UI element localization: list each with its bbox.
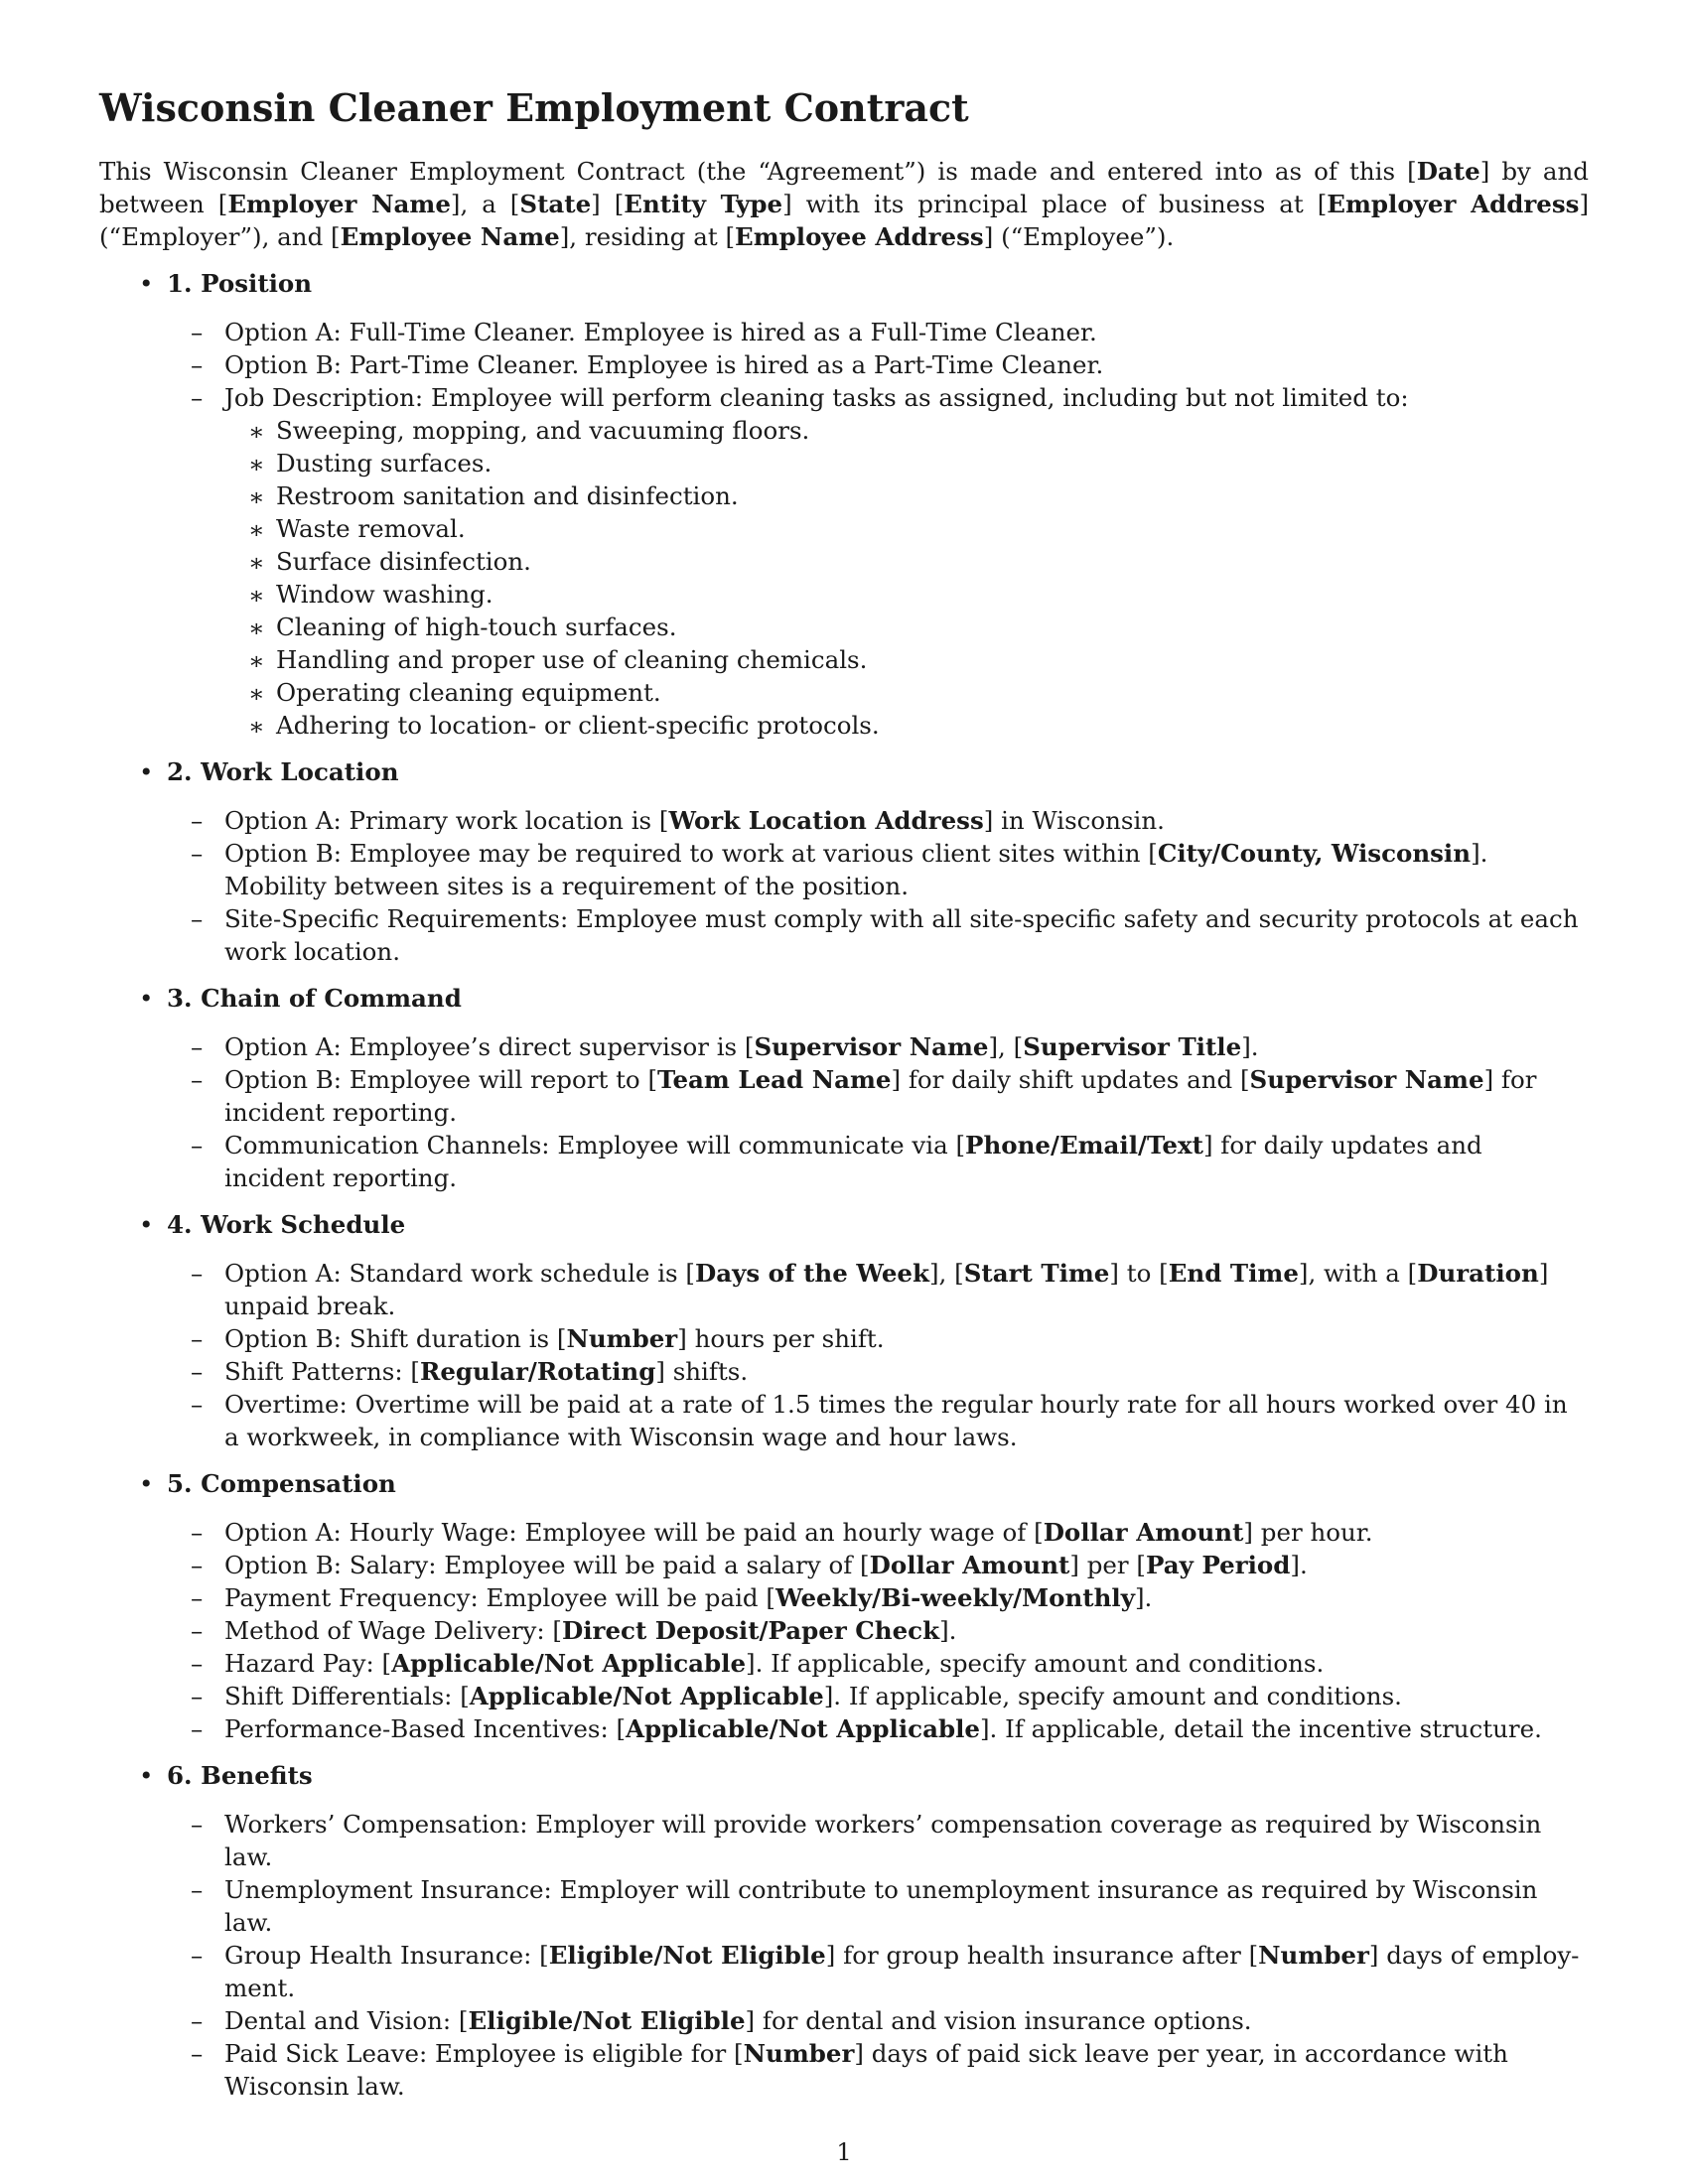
- sub-item-text: Surface disinfection.: [276, 547, 531, 576]
- dash-icon: –: [191, 1616, 204, 1645]
- item-text: Paid Sick Leave: Employee is eligible for [: [224, 2039, 744, 2068]
- item-placeholder: Start Time: [963, 1259, 1110, 1288]
- item-placeholder: Number: [566, 1324, 678, 1353]
- item-text: Shift Patterns: [: [224, 1357, 420, 1386]
- item-text: ] per hour.: [1243, 1518, 1373, 1547]
- dash-icon: –: [191, 1065, 204, 1094]
- dash-icon: –: [191, 1357, 204, 1386]
- item-placeholder: Eligible/Not Eligible: [468, 2006, 746, 2035]
- dash-icon: –: [191, 1390, 204, 1419]
- list-item: [163, 1939, 1589, 2004]
- item-text: ] for daily updates and incident reporting.: [224, 1131, 1482, 1192]
- sub-list-item: [224, 447, 1589, 479]
- intro-text: ] (“Employer”), and [: [99, 190, 1590, 251]
- section-list: [99, 267, 1589, 2103]
- item-list: [167, 1030, 1589, 1194]
- dash-icon: –: [191, 1259, 204, 1288]
- item-text: ] to [: [1109, 1259, 1169, 1288]
- intro-text: [: [217, 190, 228, 218]
- sub-list-item: [224, 676, 1589, 709]
- intro-placeholder: State: [519, 190, 592, 218]
- dash-icon: –: [191, 904, 204, 933]
- item-text: ], with a [: [1298, 1259, 1418, 1288]
- list-item: [163, 1614, 1589, 1647]
- item-text: Job Description: Employee will perform cleaning tasks as assigned, including but not limited to:: [224, 383, 1409, 412]
- sub-list-item: [224, 545, 1589, 578]
- item-text: ] for incident reporting.: [224, 1065, 1537, 1127]
- dash-icon: –: [191, 1941, 204, 1970]
- item-placeholder: Supervisor Name: [1249, 1065, 1484, 1094]
- item-text: Unemployment Insurance: Employer will contribute to unemployment insurance as required by Wisconsin law.: [224, 1875, 1538, 1937]
- item-text: ].: [939, 1616, 957, 1645]
- dash-icon: –: [191, 1131, 204, 1160]
- item-placeholder: Dollar Amount: [1043, 1518, 1244, 1547]
- dash-icon: –: [191, 318, 204, 346]
- list-item: [163, 1549, 1589, 1581]
- list-item: [163, 1322, 1589, 1355]
- item-text: Group Health Insurance: [: [224, 1941, 549, 1970]
- dash-icon: –: [191, 2039, 204, 2068]
- bullet-icon: •: [139, 1469, 154, 1498]
- item-text: ]. If applicable, specify amount and conditions.: [746, 1649, 1325, 1678]
- item-text: ].: [1290, 1551, 1308, 1579]
- document-title: Wisconsin Cleaner Employment Contract: [99, 85, 969, 130]
- item-placeholder: Duration: [1417, 1259, 1539, 1288]
- sub-item-text: Waste removal.: [276, 514, 466, 543]
- intro-placeholder: Date: [1416, 157, 1480, 186]
- item-text: Overtime: Overtime will be paid at a rate of 1.5 times the regular hourly rate for all hours worked over 40 in a workweek, in compliance with Wisconsin wage and hour laws.: [224, 1390, 1568, 1451]
- item-text: Shift Differentials: [: [224, 1682, 470, 1710]
- asterisk-icon: ∗: [248, 712, 265, 741]
- section-2: [99, 755, 1589, 968]
- item-placeholder: Work Location Address: [668, 806, 984, 835]
- item-placeholder: End Time: [1168, 1259, 1299, 1288]
- item-text: ]. If applicable, detail the incentive structure.: [979, 1714, 1542, 1743]
- list-item: [163, 1873, 1589, 1939]
- section-5: [99, 1467, 1589, 1745]
- item-text: ]. Mobility between sites is a requirement of the position.: [224, 839, 1488, 900]
- list-item: [163, 1257, 1589, 1322]
- list-item: [163, 902, 1589, 968]
- bullet-icon: •: [139, 1761, 154, 1790]
- asterisk-icon: ∗: [248, 450, 265, 478]
- item-text: Option A: Full-Time Cleaner. Employee is hired as a Full-Time Cleaner.: [224, 318, 1097, 346]
- bullet-icon: •: [139, 1210, 154, 1239]
- section-title: 1. Position: [167, 269, 313, 298]
- bullet-icon: •: [139, 757, 154, 786]
- section-3: [99, 982, 1589, 1194]
- item-text: Payment Frequency: Employee will be paid [: [224, 1583, 775, 1612]
- item-text: Option B: Part-Time Cleaner. Employee is hired as a Part-Time Cleaner.: [224, 350, 1104, 379]
- list-item: [163, 1712, 1589, 1745]
- item-list: [167, 1516, 1589, 1745]
- item-text: ] per [: [1069, 1551, 1146, 1579]
- intro-paragraph: [99, 155, 1589, 253]
- list-item: [163, 804, 1589, 837]
- item-text: ] days of employ-ment.: [224, 1941, 1580, 2002]
- asterisk-icon: ∗: [248, 581, 265, 610]
- dash-icon: –: [191, 383, 204, 412]
- item-text: Option B: Salary: Employee will be paid a salary of [: [224, 1551, 870, 1579]
- item-text: ], [: [929, 1259, 964, 1288]
- item-list: [167, 316, 1589, 742]
- item-text: Option B: Employee may be required to work at various client sites within [: [224, 839, 1158, 868]
- sub-item-text: Cleaning of high-touch surfaces.: [276, 613, 677, 641]
- dash-icon: –: [191, 1649, 204, 1678]
- page-number: 1: [836, 2138, 852, 2166]
- intro-text: ] by and between: [99, 157, 1589, 218]
- intro-text: ] [: [591, 190, 625, 218]
- item-text: Method of Wage Delivery: [: [224, 1616, 562, 1645]
- asterisk-icon: ∗: [248, 548, 265, 577]
- item-placeholder: Phone/Email/Text: [965, 1131, 1203, 1160]
- dash-icon: –: [191, 1518, 204, 1547]
- section-title: 3. Chain of Command: [167, 984, 462, 1013]
- item-placeholder: Direct Deposit/Paper Check: [561, 1616, 940, 1645]
- item-placeholder: Dollar Amount: [869, 1551, 1070, 1579]
- item-placeholder: Regular/Rotating: [419, 1357, 656, 1386]
- asterisk-icon: ∗: [248, 614, 265, 642]
- item-list: [167, 804, 1589, 968]
- list-item: [163, 1030, 1589, 1063]
- list-item: [163, 1129, 1589, 1194]
- asterisk-icon: ∗: [248, 482, 265, 511]
- intro-placeholder: Employer Address: [1327, 190, 1580, 218]
- item-text: Site-Specific Requirements: Employee must comply with all site-specific safety and security protocols at each work location.: [224, 904, 1579, 966]
- item-text: ] shifts.: [655, 1357, 749, 1386]
- sub-item-text: Restroom sanitation and disinfection.: [276, 481, 739, 510]
- intro-placeholder: Employer Name: [227, 190, 451, 218]
- dash-icon: –: [191, 1682, 204, 1710]
- intro-text: ] (“Employee”).: [983, 222, 1175, 251]
- item-placeholder: Eligible/Not Eligible: [548, 1941, 826, 1970]
- item-text: ] for dental and vision insurance options.: [745, 2006, 1252, 2035]
- sub-list-item: [224, 512, 1589, 545]
- item-text: ] days of paid sick leave per year, in accordance with Wisconsin law.: [224, 2039, 1508, 2101]
- sub-item-text: Sweeping, mopping, and vacuuming floors.: [276, 416, 810, 445]
- item-placeholder: Days of the Week: [694, 1259, 929, 1288]
- dash-icon: –: [191, 1875, 204, 1904]
- list-item: [163, 381, 1589, 742]
- item-text: Dental and Vision: [: [224, 2006, 469, 2035]
- sub-item-text: Handling and proper use of cleaning chemicals.: [276, 645, 868, 674]
- list-item: [163, 837, 1589, 902]
- asterisk-icon: ∗: [248, 515, 265, 544]
- item-text: ] for group health insurance after [: [825, 1941, 1259, 1970]
- item-list: [167, 1257, 1589, 1453]
- item-text: Option B: Shift duration is [: [224, 1324, 567, 1353]
- item-placeholder: Applicable/Not Applicable: [391, 1649, 747, 1678]
- intro-placeholder: Employee Name: [340, 222, 560, 251]
- asterisk-icon: ∗: [248, 417, 265, 446]
- intro-placeholder: Employee Address: [735, 222, 984, 251]
- sub-list-item: [224, 578, 1589, 611]
- list-item: [163, 316, 1589, 348]
- intro-text: ] with its principal place of business at [: [782, 190, 1328, 218]
- item-text: Communication Channels: Employee will communicate via [: [224, 1131, 966, 1160]
- item-placeholder: Applicable/Not Applicable: [626, 1714, 980, 1743]
- item-text: Hazard Pay: [: [224, 1649, 392, 1678]
- item-text: Option A: Employee’s direct supervisor is [: [224, 1032, 755, 1061]
- sub-list-item: [224, 709, 1589, 742]
- sub-list-item: [224, 414, 1589, 447]
- list-item: [163, 1581, 1589, 1614]
- item-placeholder: Applicable/Not Applicable: [469, 1682, 824, 1710]
- item-placeholder: Pay Period: [1145, 1551, 1291, 1579]
- section-title: 2. Work Location: [167, 757, 399, 786]
- dash-icon: –: [191, 1583, 204, 1612]
- item-text: Option B: Employee will report to [: [224, 1065, 658, 1094]
- list-item: [163, 1516, 1589, 1549]
- sub-item-text: Window washing.: [276, 580, 493, 609]
- item-text: ].: [1134, 1583, 1153, 1612]
- list-item: [163, 1647, 1589, 1680]
- sub-item-text: Operating cleaning equipment.: [276, 678, 661, 707]
- item-placeholder: Supervisor Name: [754, 1032, 989, 1061]
- list-item: [163, 1063, 1589, 1129]
- item-text: Option A: Hourly Wage: Employee will be paid an hourly wage of [: [224, 1518, 1044, 1547]
- list-item: [163, 1388, 1589, 1453]
- dash-icon: –: [191, 2006, 204, 2035]
- section-6: [99, 1759, 1589, 2103]
- dash-icon: –: [191, 1324, 204, 1353]
- subitem-list: [224, 414, 1589, 742]
- list-item: [163, 1808, 1589, 1873]
- dash-icon: –: [191, 1810, 204, 1839]
- intro-text: [: [1407, 157, 1417, 186]
- dash-icon: –: [191, 350, 204, 379]
- dash-icon: –: [191, 1032, 204, 1061]
- section-4: [99, 1208, 1589, 1453]
- item-text: ], [: [988, 1032, 1024, 1061]
- section-title: 6. Benefits: [167, 1761, 313, 1790]
- item-placeholder: Team Lead Name: [657, 1065, 892, 1094]
- intro-placeholder: Entity Type: [624, 190, 783, 218]
- section-1: [99, 267, 1589, 742]
- list-item: [163, 348, 1589, 381]
- item-text: Option A: Primary work location is [: [224, 806, 669, 835]
- item-text: Performance-Based Incentives: [: [224, 1714, 627, 1743]
- item-text: Option A: Standard work schedule is [: [224, 1259, 695, 1288]
- bullet-icon: •: [139, 269, 154, 298]
- dash-icon: –: [191, 1714, 204, 1743]
- list-item: [163, 1355, 1589, 1388]
- item-text: ]. If applicable, specify amount and conditions.: [823, 1682, 1402, 1710]
- list-item: [163, 2004, 1589, 2037]
- item-placeholder: City/County, Wisconsin: [1157, 839, 1472, 868]
- intro-text: ], a [: [450, 190, 520, 218]
- bullet-icon: •: [139, 984, 154, 1013]
- item-placeholder: Supervisor Title: [1023, 1032, 1242, 1061]
- contract-page: [99, 83, 1589, 2116]
- list-item: [163, 1680, 1589, 1712]
- section-title: 4. Work Schedule: [167, 1210, 406, 1239]
- dash-icon: –: [191, 1551, 204, 1579]
- item-text: ] for daily shift updates and [: [891, 1065, 1250, 1094]
- dash-icon: –: [191, 806, 204, 835]
- item-text: Workers’ Compensation: Employer will provide workers’ compensation coverage as required by Wisconsin law.: [224, 1810, 1542, 1871]
- item-placeholder: Number: [743, 2039, 855, 2068]
- item-text: ] unpaid break.: [224, 1259, 1549, 1320]
- asterisk-icon: ∗: [248, 646, 265, 675]
- sub-list-item: [224, 643, 1589, 676]
- item-text: ] in Wisconsin.: [983, 806, 1165, 835]
- item-text: ].: [1241, 1032, 1259, 1061]
- asterisk-icon: ∗: [248, 679, 265, 708]
- sub-item-text: Adhering to location- or client-specific protocols.: [276, 711, 880, 740]
- item-list: [167, 1808, 1589, 2103]
- sub-item-text: Dusting surfaces.: [276, 449, 492, 478]
- list-item: [163, 2037, 1589, 2103]
- sub-list-item: [224, 611, 1589, 643]
- intro-text: This Wisconsin Cleaner Employment Contract (the “Agreement”) is made and entered into as of this: [99, 157, 1408, 186]
- intro-text: ], residing at [: [559, 222, 736, 251]
- dash-icon: –: [191, 839, 204, 868]
- sub-list-item: [224, 479, 1589, 512]
- item-text: ] hours per shift.: [677, 1324, 885, 1353]
- item-placeholder: Weekly/Bi-weekly/Monthly: [774, 1583, 1135, 1612]
- section-title: 5. Compensation: [167, 1469, 396, 1498]
- item-placeholder: Number: [1258, 1941, 1369, 1970]
